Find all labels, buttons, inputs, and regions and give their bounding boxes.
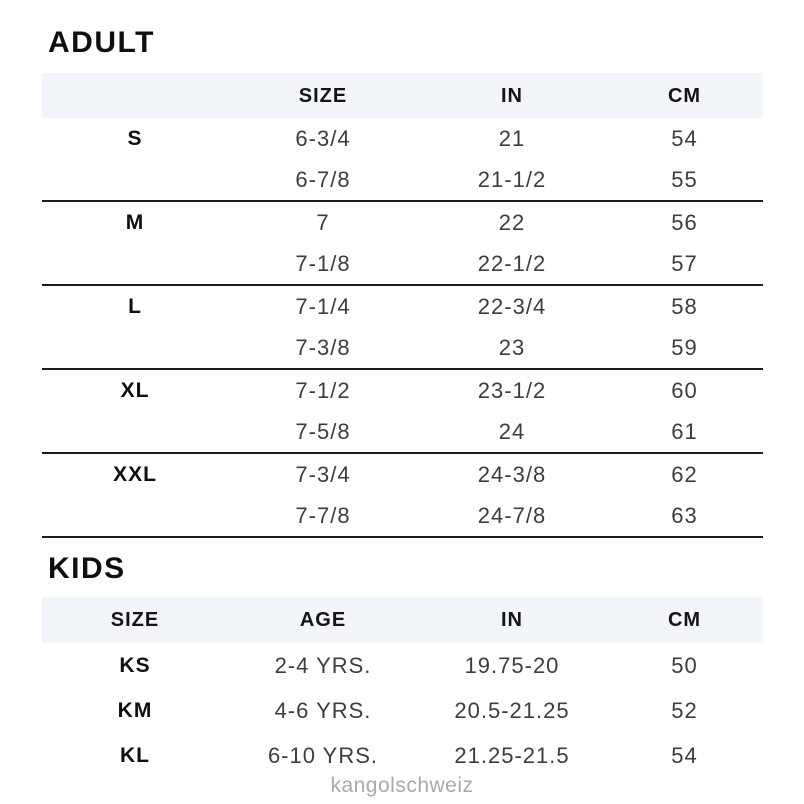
kids-header-cm: CM (667, 609, 702, 631)
size-label-cell: KS (119, 654, 151, 677)
table-row (42, 495, 763, 536)
size-label-cell: KL (120, 744, 150, 767)
table-row (42, 202, 763, 243)
kids-table-header-row (42, 597, 763, 643)
inches-cell: 21 (498, 125, 526, 151)
age-cell: 2-4 YRS. (274, 652, 372, 678)
inches-cell: 22-3/4 (477, 293, 547, 319)
cm-cell: 61 (671, 418, 698, 444)
cm-cell: 55 (671, 166, 698, 192)
hat-size-cell: 7-7/8 (295, 502, 351, 528)
hat-size-cell: 6-7/8 (295, 166, 351, 192)
age-cell: 4-6 YRS. (274, 697, 372, 723)
size-label-cell: S (127, 127, 143, 150)
hat-size-cell: 7-3/8 (295, 334, 351, 360)
kids-header-age: AGE (299, 609, 347, 631)
inches-cell: 24 (498, 418, 526, 444)
inches-cell: 22 (498, 209, 526, 235)
hat-size-cell: 7-1/8 (295, 250, 351, 276)
hat-size-cell: 6-3/4 (295, 125, 351, 151)
size-label-cell: XXL (113, 463, 157, 486)
table-row (42, 370, 763, 411)
hat-size-cell: 7 (316, 209, 330, 235)
table-row (42, 286, 763, 327)
kids-section-title: KIDS (48, 552, 126, 585)
size-label-cell: M (125, 211, 145, 234)
table-row (42, 243, 763, 284)
cm-cell: 58 (671, 293, 698, 319)
inches-cell: 21-1/2 (477, 166, 547, 192)
adult-header-in: IN (501, 84, 523, 107)
size-group-xxl (42, 454, 763, 538)
adult-table-header-row (42, 73, 763, 118)
cm-cell: 59 (671, 334, 698, 360)
cm-cell: 52 (671, 697, 698, 723)
hat-size-cell: 7-5/8 (295, 418, 351, 444)
size-label-cell: KM (117, 699, 153, 722)
table-row (42, 159, 763, 200)
inches-cell: 23 (498, 334, 526, 360)
adult-size-table (42, 73, 763, 538)
inches-cell: 23-1/2 (477, 377, 547, 403)
cm-cell: 54 (671, 125, 698, 151)
inches-cell: 19.75-20 (464, 652, 560, 678)
size-label-cell: L (128, 295, 142, 318)
size-group-s (42, 118, 763, 202)
inches-cell: 24-3/8 (477, 461, 547, 487)
kids-header-size: SIZE (110, 609, 160, 631)
hat-size-cell: 7-1/2 (295, 377, 351, 403)
adult-header-size: SIZE (298, 84, 348, 107)
kids-size-table (42, 597, 763, 778)
hat-size-cell: 7-3/4 (295, 461, 351, 487)
table-row (42, 118, 763, 159)
table-row (42, 688, 763, 733)
table-row (42, 454, 763, 495)
inches-cell: 24-7/8 (477, 502, 547, 528)
inches-cell: 20.5-21.25 (454, 697, 570, 723)
size-group-xl (42, 370, 763, 454)
cm-cell: 62 (671, 461, 698, 487)
table-row (42, 327, 763, 368)
cm-cell: 60 (671, 377, 698, 403)
table-row (42, 643, 763, 688)
cm-cell: 54 (671, 742, 698, 768)
cm-cell: 56 (671, 209, 698, 235)
kids-header-in: IN (501, 609, 523, 631)
size-group-m (42, 202, 763, 286)
inches-cell: 21.25-21.5 (454, 742, 570, 768)
table-row (42, 733, 763, 778)
hat-size-cell: 7-1/4 (295, 293, 351, 319)
adult-section-title: ADULT (48, 26, 155, 59)
size-label-cell: XL (120, 379, 150, 402)
adult-header-cm: CM (667, 84, 702, 107)
table-row (42, 411, 763, 452)
size-group-l (42, 286, 763, 370)
watermark-text: kangolschweiz (330, 774, 474, 797)
age-cell: 6-10 YRS. (267, 742, 379, 768)
cm-cell: 50 (671, 652, 698, 678)
cm-cell: 57 (671, 250, 698, 276)
cm-cell: 63 (671, 502, 698, 528)
inches-cell: 22-1/2 (477, 250, 547, 276)
